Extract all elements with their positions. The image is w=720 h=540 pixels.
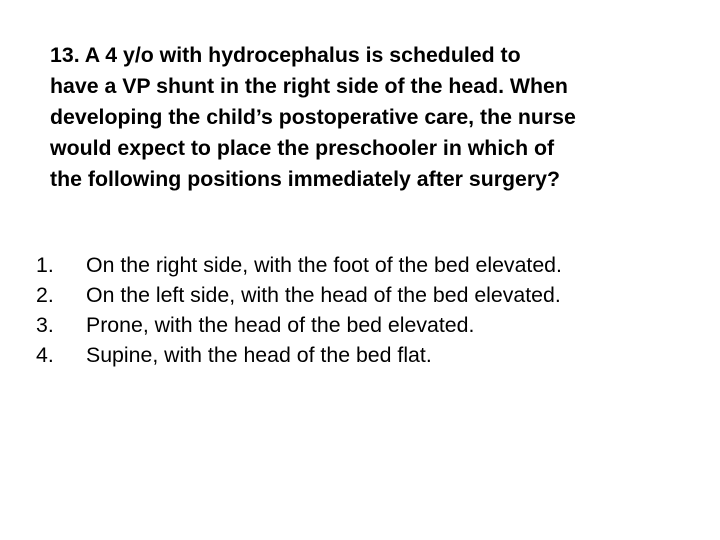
option-text: Supine, with the head of the bed flat.	[86, 343, 432, 367]
option-number: 2.	[36, 283, 54, 307]
question-line: have a VP shunt in the right side of the head. When	[50, 74, 568, 98]
question-line: developing the child’s postoperative care, the nurse	[50, 105, 576, 129]
option-number: 1.	[36, 253, 54, 277]
question-line: 13. A 4 y/o with hydrocephalus is scheduled to	[50, 43, 521, 67]
answer-options-list	[36, 250, 696, 370]
option-text: On the left side, with the head of the bed elevated.	[86, 283, 561, 307]
question-text	[50, 40, 680, 195]
option-text: Prone, with the head of the bed elevated.	[86, 313, 475, 337]
answer-option-1	[36, 250, 696, 280]
option-number: 4.	[36, 343, 54, 367]
question-line: would expect to place the preschooler in which of	[50, 136, 555, 160]
answer-option-3	[36, 310, 696, 340]
question-line: the following positions immediately after surgery?	[50, 167, 561, 191]
option-number: 3.	[36, 313, 54, 337]
answer-option-2	[36, 280, 696, 310]
option-text: On the right side, with the foot of the bed elevated.	[86, 253, 562, 277]
answer-option-4	[36, 340, 696, 370]
